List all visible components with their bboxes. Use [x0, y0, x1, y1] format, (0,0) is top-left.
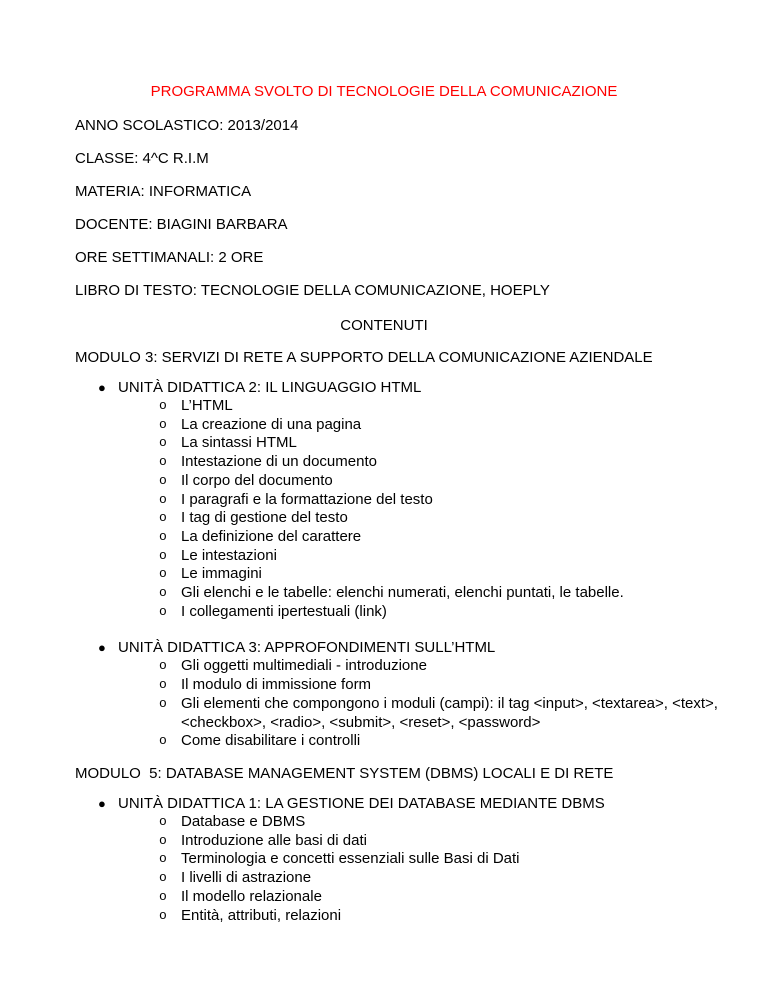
bullet-icon: ●	[98, 380, 106, 395]
circle-bullet-icon: o	[159, 870, 167, 886]
unit-topic-list	[118, 813, 613, 925]
circle-bullet-icon: o	[159, 695, 167, 711]
list-item: o Database e DBMS	[159, 813, 306, 830]
circle-bullet-icon: o	[159, 814, 167, 829]
circle-bullet-icon: o	[159, 510, 167, 526]
list-item: o Intestazione di un documento	[159, 453, 377, 471]
module-title: MODULO 5: DATABASE MANAGEMENT SYSTEM (DBMS) LOCALI E DI RETE	[75, 765, 614, 782]
list-item: o Entità, attributi, relazioni	[159, 906, 342, 924]
unit-topic-list	[118, 397, 741, 621]
list-item: o Il modulo di immissione form	[159, 676, 372, 694]
list-item: o Terminologia e concetti essenziali sulle Basi di Dati	[159, 850, 520, 868]
module-3	[75, 349, 741, 751]
unit-database-dbms	[75, 795, 613, 925]
circle-bullet-icon: o	[159, 566, 167, 582]
list-item: o I livelli di astrazione	[159, 869, 312, 887]
meta-anno-scolastico: ANNO SCOLASTICO: 2013/2014	[75, 117, 299, 134]
circle-bullet-icon: o	[159, 454, 167, 470]
bullet-icon: ●	[98, 640, 106, 656]
document-title: PROGRAMMA SVOLTO DI TECNOLOGIE DELLA COMUNICAZIONE	[150, 83, 618, 100]
list-item: o I paragrafi e la formattazione del testo	[159, 490, 433, 508]
circle-bullet-icon: o	[159, 547, 167, 563]
list-item: o Il corpo del documento	[159, 471, 333, 489]
meta-libro-di-testo: LIBRO DI TESTO: TECNOLOGIE DELLA COMUNICAZIONE, HOEPLY	[75, 282, 550, 299]
list-item: o Il modello relazionale	[159, 887, 322, 905]
document-meta	[75, 117, 550, 315]
contenuti-heading: CONTENUTI	[340, 317, 428, 334]
list-item: o La definizione del carattere	[159, 527, 362, 545]
list-item: o I tag di gestione del testo	[159, 509, 348, 527]
list-item: o Gli elementi che compongono i moduli (campi): il tag <input>, <textarea>, <text>, <checkbox>, <radio>, <submit>, <reset>, <password>	[159, 694, 718, 731]
circle-bullet-icon: o	[159, 528, 167, 544]
circle-bullet-icon: o	[159, 585, 167, 601]
circle-bullet-icon: o	[159, 907, 167, 923]
list-item: o Le immagini	[159, 565, 262, 583]
list-item: o I collegamenti ipertestuali (link)	[159, 602, 387, 620]
module-title: MODULO 3: SERVIZI DI RETE A SUPPORTO DELLA COMUNICAZIONE AZIENDALE	[75, 349, 653, 366]
circle-bullet-icon: o	[159, 851, 167, 867]
circle-bullet-icon: o	[159, 888, 167, 904]
list-item: o Introduzione alle basi di dati	[159, 831, 367, 849]
circle-bullet-icon: o	[159, 733, 167, 749]
module-5	[75, 765, 613, 925]
meta-materia: MATERIA: INFORMATICA	[75, 183, 252, 200]
circle-bullet-icon: o	[159, 416, 167, 432]
meta-ore-settimanali: ORE SETTIMANALI: 2 ORE	[75, 249, 264, 266]
circle-bullet-icon: o	[159, 398, 167, 413]
meta-classe: CLASSE: 4^C R.I.M	[75, 150, 209, 167]
list-item: o Come disabilitare i controlli	[159, 732, 361, 750]
unit-approfondimenti-html	[75, 639, 741, 751]
unit-title: UNITÀ DIDATTICA 1: LA GESTIONE DEI DATABASE MEDIANTE DBMS	[118, 795, 605, 812]
circle-bullet-icon: o	[159, 491, 167, 507]
list-item: o La sintassi HTML	[159, 434, 297, 452]
unit-title: UNITÀ DIDATTICA 2: IL LINGUAGGIO HTML	[118, 379, 422, 396]
list-item: o La creazione di una pagina	[159, 415, 362, 433]
list-item: o L’HTML	[159, 397, 233, 414]
circle-bullet-icon: o	[159, 658, 167, 674]
circle-bullet-icon: o	[159, 603, 167, 619]
circle-bullet-icon: o	[159, 472, 167, 488]
bullet-icon: ●	[98, 796, 106, 811]
list-item: o Le intestazioni	[159, 546, 277, 564]
circle-bullet-icon: o	[159, 832, 167, 848]
meta-docente: DOCENTE: BIAGINI BARBARA	[75, 216, 288, 233]
circle-bullet-icon: o	[159, 677, 167, 693]
unit-title: UNITÀ DIDATTICA 3: APPROFONDIMENTI SULL’HTML	[118, 639, 496, 657]
circle-bullet-icon: o	[159, 435, 167, 451]
unit-html	[75, 379, 741, 621]
unit-topic-list	[118, 657, 741, 751]
list-item: o Gli elenchi e le tabelle: elenchi numerati, elenchi puntati, le tabelle.	[159, 584, 624, 602]
list-item: o Gli oggetti multimediali - introduzione	[159, 657, 427, 675]
